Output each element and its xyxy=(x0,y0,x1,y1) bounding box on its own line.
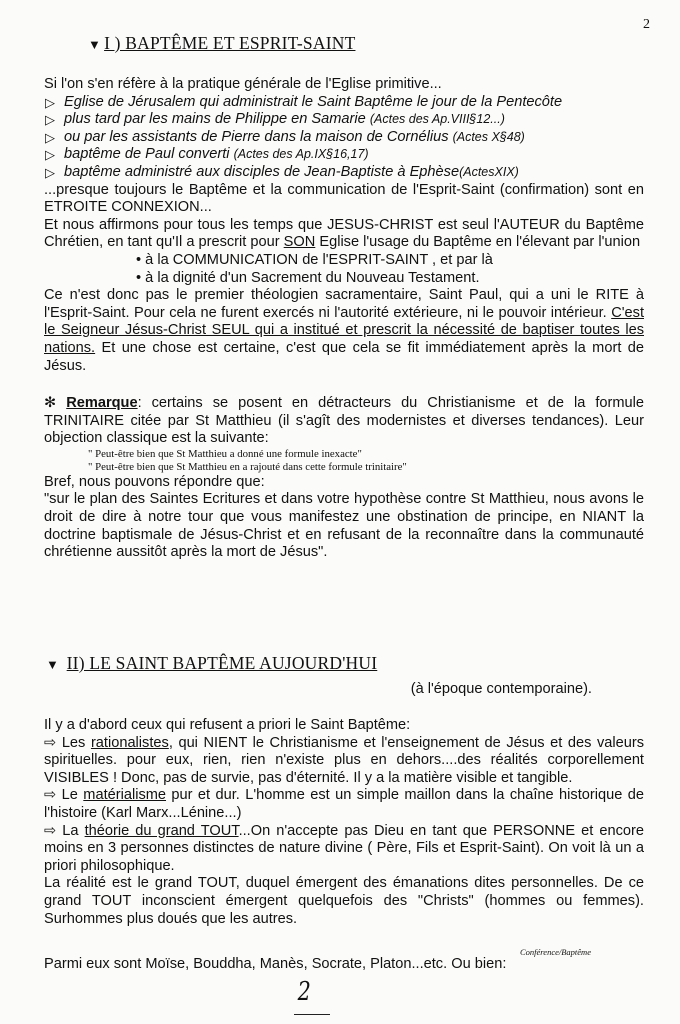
asterisk-icon: ✻ xyxy=(44,395,57,412)
bullet-item: ▷ baptême de Paul converti (Actes des Ap.IX§16,17) xyxy=(45,146,369,163)
section-1-title: I ) BAPTÊME ET ESPRIT-SAINT xyxy=(104,33,356,53)
quote-1: " Peut-être bien que St Matthieu a donné une formule inexacte" xyxy=(88,447,362,460)
quote-2: " Peut-être bien que St Matthieu en a rajouté dans cette formule trinitaire" xyxy=(88,460,407,473)
reference: (Actes des Ap.VIII§12...) xyxy=(369,112,505,127)
last-line: Parmi eux sont Moïse, Bouddha, Manès, Socrate, Platon...etc. Ou bien: xyxy=(44,956,507,972)
section-1-body xyxy=(44,76,644,562)
triangle-right-icon: ▷ xyxy=(45,129,55,145)
section-2-title: II) LE SAINT BAPTÊME AUJOURD'HUI xyxy=(66,653,378,673)
item-rationalistes: ⇨ Les rationalistes, qui NIENT le Christianisme et l'enseignement de Jésus et des valeurs spirituelles. pour eux, rien, rien n'existe plus en dehors....des réalités corporellement VISIBLES ! Donc, pas de survie, pas d'éternité. Il y a la matière visible et tangible. xyxy=(44,734,644,786)
answer-paragraph: "sur le plan des Saintes Ecritures et dans votre hypothèse contre St Matthieu, nous avons le droit de dire à notre tour que vous manifestez une obstination de principe, en NIANT la doctrine baptismale de Jésus-Christ et en refusant de la reconnaître dans la communauté chrétienne aussitôt après la mort de Jésus". xyxy=(44,491,644,561)
reference: (Actes des Ap.IX§16,17) xyxy=(233,147,369,162)
intro-line: Si l'on s'en réfère à la pratique générale de l'Eglise primitive... xyxy=(44,76,442,92)
sub-bullet: • à la dignité d'un Sacrement du Nouveau Testament. xyxy=(136,269,480,286)
section-1-heading xyxy=(88,35,355,54)
bullet-item: ▷ baptême administré aux disciples de Jean-Baptiste à Ephèse(ActesXIX) xyxy=(45,163,519,180)
triangle-right-icon: ▷ xyxy=(45,94,55,110)
bullet-item: ▷ plus tard par les mains de Philippe en Samarie (Actes des Ap.VIII§12...) xyxy=(45,111,505,128)
arrow-right-icon: ⇨ xyxy=(44,734,62,751)
triangle-right-icon: ▷ xyxy=(45,164,55,180)
paragraph-connexion: ...presque toujours le Baptême et la communication de l'Esprit-Saint (confirmation) sont en ETROITE CONNEXION... xyxy=(44,181,644,216)
emphasis-son: SON xyxy=(283,234,316,251)
section-2-heading xyxy=(46,655,377,674)
footer-tag: Conférence/Baptême xyxy=(520,947,591,957)
remark-paragraph: ✻ Remarque: certains se posent en détracteurs du Christianisme et de la formule TRINITAIRE citée par St Matthieu (il s'agît des modernistes et diverses tendances). Leur objection classique est la suivante: xyxy=(44,395,644,447)
page-number: 2 xyxy=(643,17,650,32)
arrow-right-icon: ⇨ xyxy=(44,822,63,839)
paragraph-auteur: Et nous affirmons pour tous les temps que JESUS-CHRIST est seul l'AUTEUR du Baptême Chrétien, en tant qu'Il a prescrit pour SON Eglise l'usage du Baptême en l'élevant par l'union xyxy=(44,216,644,251)
intro-line: Il y a d'abord ceux qui refusent a priori le Saint Baptême: xyxy=(44,717,411,733)
triangle-right-icon: ▷ xyxy=(45,112,55,128)
handwritten-page-number: 2 xyxy=(297,977,311,1007)
underlined-statement: C'est le Seigneur Jésus-Christ SEUL qui a institué et prescrit la nécessité de baptiser toutes les nations. xyxy=(44,304,644,356)
paragraph-grand-tout: La réalité est le grand TOUT, duquel émergent des émanations dites personnelles. De ce grand TOUT inconscient émergent quelquefois des "Christs" (hommes ou femmes). Surhommes plus doués que les autres. xyxy=(44,875,644,927)
paragraph-rite: Ce n'est donc pas le premier théologien sacramentaire, Saint Paul, qui a uni le RITE à l'Esprit-Saint. Pour cela ne furent exercés ni l'autorité extérieure, ni le pouvoir intérieur. C'est le Seigneur Jésus-Christ SEUL qui a institué et prescrit la nécessité de baptiser toutes les nations. Et une chose est certaine, c'est que cela se fit immédiatement après la mort de Jésus. xyxy=(44,287,644,374)
item-materialisme: ⇨ Le matérialisme pur et dur. L'homme est un simple maillon dans la chaîne historique de l'histoire (Karl Marx...Lénine...) xyxy=(44,787,644,821)
section-2-subtitle: (à l'époque contemporaine). xyxy=(410,681,592,697)
item-grand-tout: ⇨ La théorie du grand TOUT...On n'accepte pas Dieu en tant que PERSONNE et encore moins en 3 personnes distinctes de nature divine ( Père, Fils et Esprit-Saint). On voit là un a priori philosophique. xyxy=(44,822,644,874)
reference: (ActesXIX) xyxy=(459,164,519,179)
triangle-down-icon: ▼ xyxy=(46,657,60,672)
section-2-body xyxy=(44,717,644,928)
reference: (Actes X§48) xyxy=(452,129,525,144)
bullet-item: ▷ ou par les assistants de Pierre dans la maison de Cornélius (Actes X§48) xyxy=(45,128,525,145)
bullet-item: ▷ Eglise de Jérusalem qui administrait le Saint Baptême le jour de la Pentecôte xyxy=(45,93,563,110)
triangle-right-icon: ▷ xyxy=(45,147,55,163)
triangle-down-icon: ▼ xyxy=(88,37,102,52)
sub-bullet: • à la COMMUNICATION de l'ESPRIT-SAINT , et par là xyxy=(136,251,493,268)
arrow-right-icon: ⇨ xyxy=(44,787,62,804)
bref-line: Bref, nous pouvons répondre que: xyxy=(44,473,265,490)
handwritten-underline xyxy=(294,1014,330,1015)
remark-label: Remarque xyxy=(66,395,138,412)
